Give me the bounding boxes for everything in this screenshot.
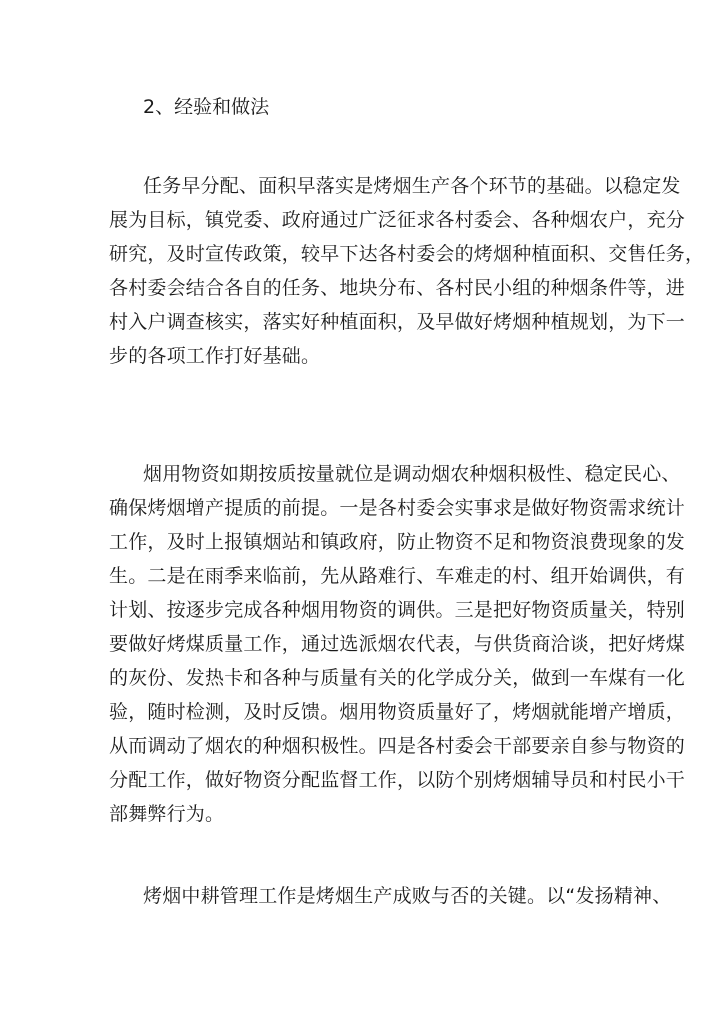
paragraph-line: 部舞弊行为。 [109,803,225,825]
paragraph-line: 各村委会结合各自的任务、地块分布、各村民小组的种烟条件等，进 [109,277,686,299]
paragraph-line: 任务早分配、面积早落实是烤烟生产各个环节的基础。以稳定发 [143,175,681,197]
paragraph-line: 村入户调查核实，落实好种植面积，及早做好烤烟种植规划，为下一 [109,311,686,333]
paragraph-line: 烟用物资如期按质按量就位是调动烟农种烟积极性、稳定民心、 [143,463,681,485]
paragraph-materials [109,457,686,831]
paragraph-line: 步的各项工作打好基础。 [109,345,321,367]
paragraph-task-allocation [109,169,705,373]
paragraph-cultivation [109,879,672,913]
paragraph-line: 验，随时检测，及时反馈。烟用物资质量好了，烤烟就能增产增质， [109,701,686,723]
paragraph-line: 从而调动了烟农的种烟积极性。四是各村委会干部要亲自参与物资的 [109,735,686,757]
section-heading: 2、经验和做法 [143,96,270,118]
paragraph-line: 确保烤烟增产提质的前提。一是各村委会实事求是做好物资需求统计 [109,497,686,519]
paragraph-line: 分配工作，做好物资分配监督工作，以防个别烤烟辅导员和村民小干 [109,769,686,791]
paragraph-line: 研究，及时宣传政策，较早下达各村委会的烤烟种植面积、交售任务， [109,243,705,265]
paragraph-line: 要做好烤煤质量工作，通过选派烟农代表，与供货商洽谈，把好烤煤 [109,633,686,655]
paragraph-line: 展为目标，镇党委、政府通过广泛征求各村委会、各种烟农户，充分 [109,209,686,231]
paragraph-line: 烤烟中耕管理工作是烤烟生产成败与否的关键。以“发扬精神、 [143,885,672,907]
paragraph-line: 的灰份、发热卡和各种与质量有关的化学成分关，做到一车煤有一化 [109,667,686,689]
paragraph-line: 生。二是在雨季来临前，先从路难行、车难走的村、组开始调供，有 [109,565,686,587]
paragraph-line: 工作，及时上报镇烟站和镇政府，防止物资不足和物资浪费现象的发 [109,531,686,553]
paragraph-line: 计划、按逐步完成各种烟用物资的调供。三是把好物资质量关，特别 [109,599,686,621]
